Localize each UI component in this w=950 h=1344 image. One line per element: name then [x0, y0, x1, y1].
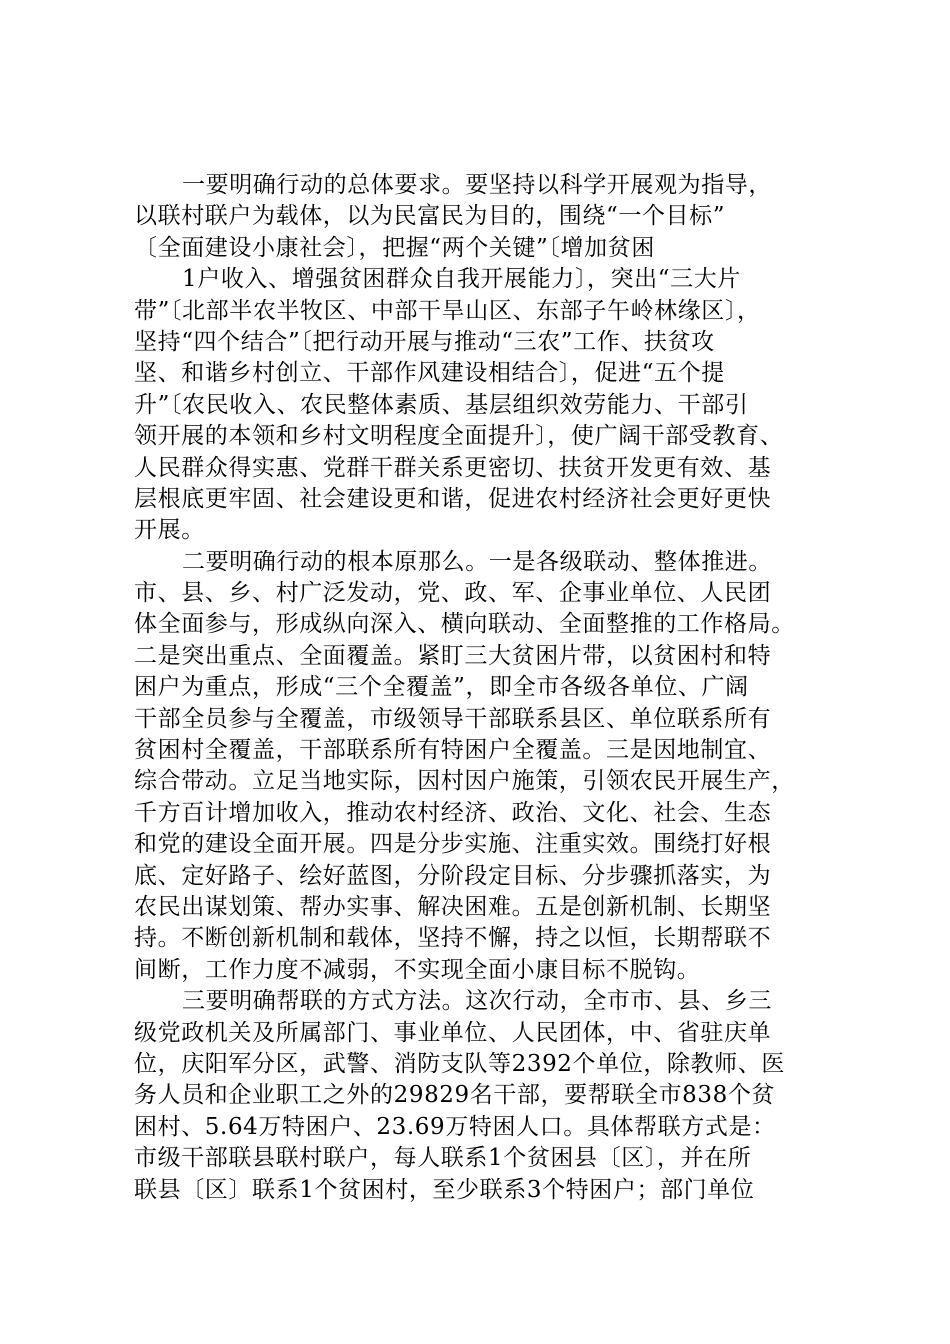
body-text: [134, 170, 824, 1206]
text-line: 困户为重点，形成“三个全覆盖”，即全市各级各单位、广阔: [134, 674, 749, 701]
text-line: 务人员和企业职工之外的29829名干部，要帮联全市838个贫: [134, 1082, 776, 1109]
text-line: 市、县、乡、村广泛发动，党、政、军、企事业单位、人民团: [134, 580, 772, 607]
text-line: 市级干部联县联村联户，每人联系1个贫困县〔区〕，并在所: [134, 1145, 752, 1172]
text-line: 综合带动。立足当地实际，因村因户施策，引领农民开展生产，: [134, 768, 795, 795]
text-line: 以联村联户为载体，以为民富民为目的，围绕“一个目标”: [134, 203, 726, 230]
text-line: 级党政机关及所属部门、事业单位、人民团体，中、省驻庆单: [134, 1019, 772, 1046]
text-line: 层根底更牢固、社会建设更和谐，促进农村经济社会更好更快: [134, 485, 772, 512]
text-line: 联县〔区〕联系1个贫困村，至少联系3个特困户；部门单位: [134, 1176, 755, 1203]
text-line: 三要明确帮联的方式方法。这次行动，全市市、县、乡三: [182, 988, 772, 1015]
text-line: 坚、和谐乡村创立、干部作风建设相结合〕，促进“五个提: [134, 360, 725, 387]
text-line: 一要明确行动的总体要求。要坚持以科学开展观为指导，: [182, 172, 772, 198]
text-line: 持。不断创新机制和载体，坚持不懈，持之以恒，长期帮联不: [134, 925, 772, 952]
text-line: 底、定好路子、绘好蓝图，分阶段定目标、分步骤抓落实，为: [134, 862, 772, 889]
text-line: 贫困村全覆盖，干部联系所有特困户全覆盖。三是因地制宜、: [134, 737, 772, 764]
text-line: 升”〔农民收入、农民整体素质、基层组织效劳能力、干部引: [134, 391, 749, 418]
text-line: 开展。: [134, 517, 205, 544]
text-line: 间断，工作力度不减弱，不实现全面小康目标不脱钩。: [134, 956, 701, 983]
text-line: 人民群众得实惠、党群干群关系更密切、扶贫开发更有效、基: [134, 454, 772, 481]
text-line: 1户收入、增强贫困群众自我开展能力〕，突出“三大片: [182, 266, 741, 293]
text-line: 干部全员参与全覆盖，市级领导干部联系县区、单位联系所有: [134, 705, 772, 732]
text-line: 和党的建设全面开展。四是分步实施、注重实效。围绕打好根: [134, 831, 772, 858]
text-line: 位，庆阳军分区，武警、消防支队等2392个单位，除教师、医: [134, 1050, 785, 1077]
text-line: 坚持“四个结合”〔把行动开展与推动“三农”工作、扶贫攻: [134, 328, 715, 355]
text-line: 二是突出重点、全面覆盖。紧盯三大贫困片带，以贫困村和特: [134, 642, 772, 669]
text-line: 困村、5.64万特困户、23.69万特困人口。具体帮联方式是：: [134, 1113, 776, 1140]
text-line: 〔全面建设小康社会〕，把握“两个关键”〔增加贫困: [134, 234, 655, 261]
text-line: 领开展的本领和乡村文明程度全面提升〕，使广阔干部受教育、: [134, 423, 784, 450]
text-line: 二要明确行动的根本原那么。一是各级联动、整体推进。: [182, 548, 772, 575]
text-line: 体全面参与，形成纵向深入、横向联动、全面整推的工作格局。: [134, 611, 795, 638]
text-line: 农民出谋划策、帮办实事、解决困难。五是创新机制、长期坚: [134, 893, 772, 920]
text-line: 千方百计增加收入，推动农村经济、政治、文化、社会、生态: [134, 799, 772, 826]
text-line: 带”〔北部半农半牧区、中部干旱山区、东部子午岭林缘区〕，: [134, 297, 761, 324]
